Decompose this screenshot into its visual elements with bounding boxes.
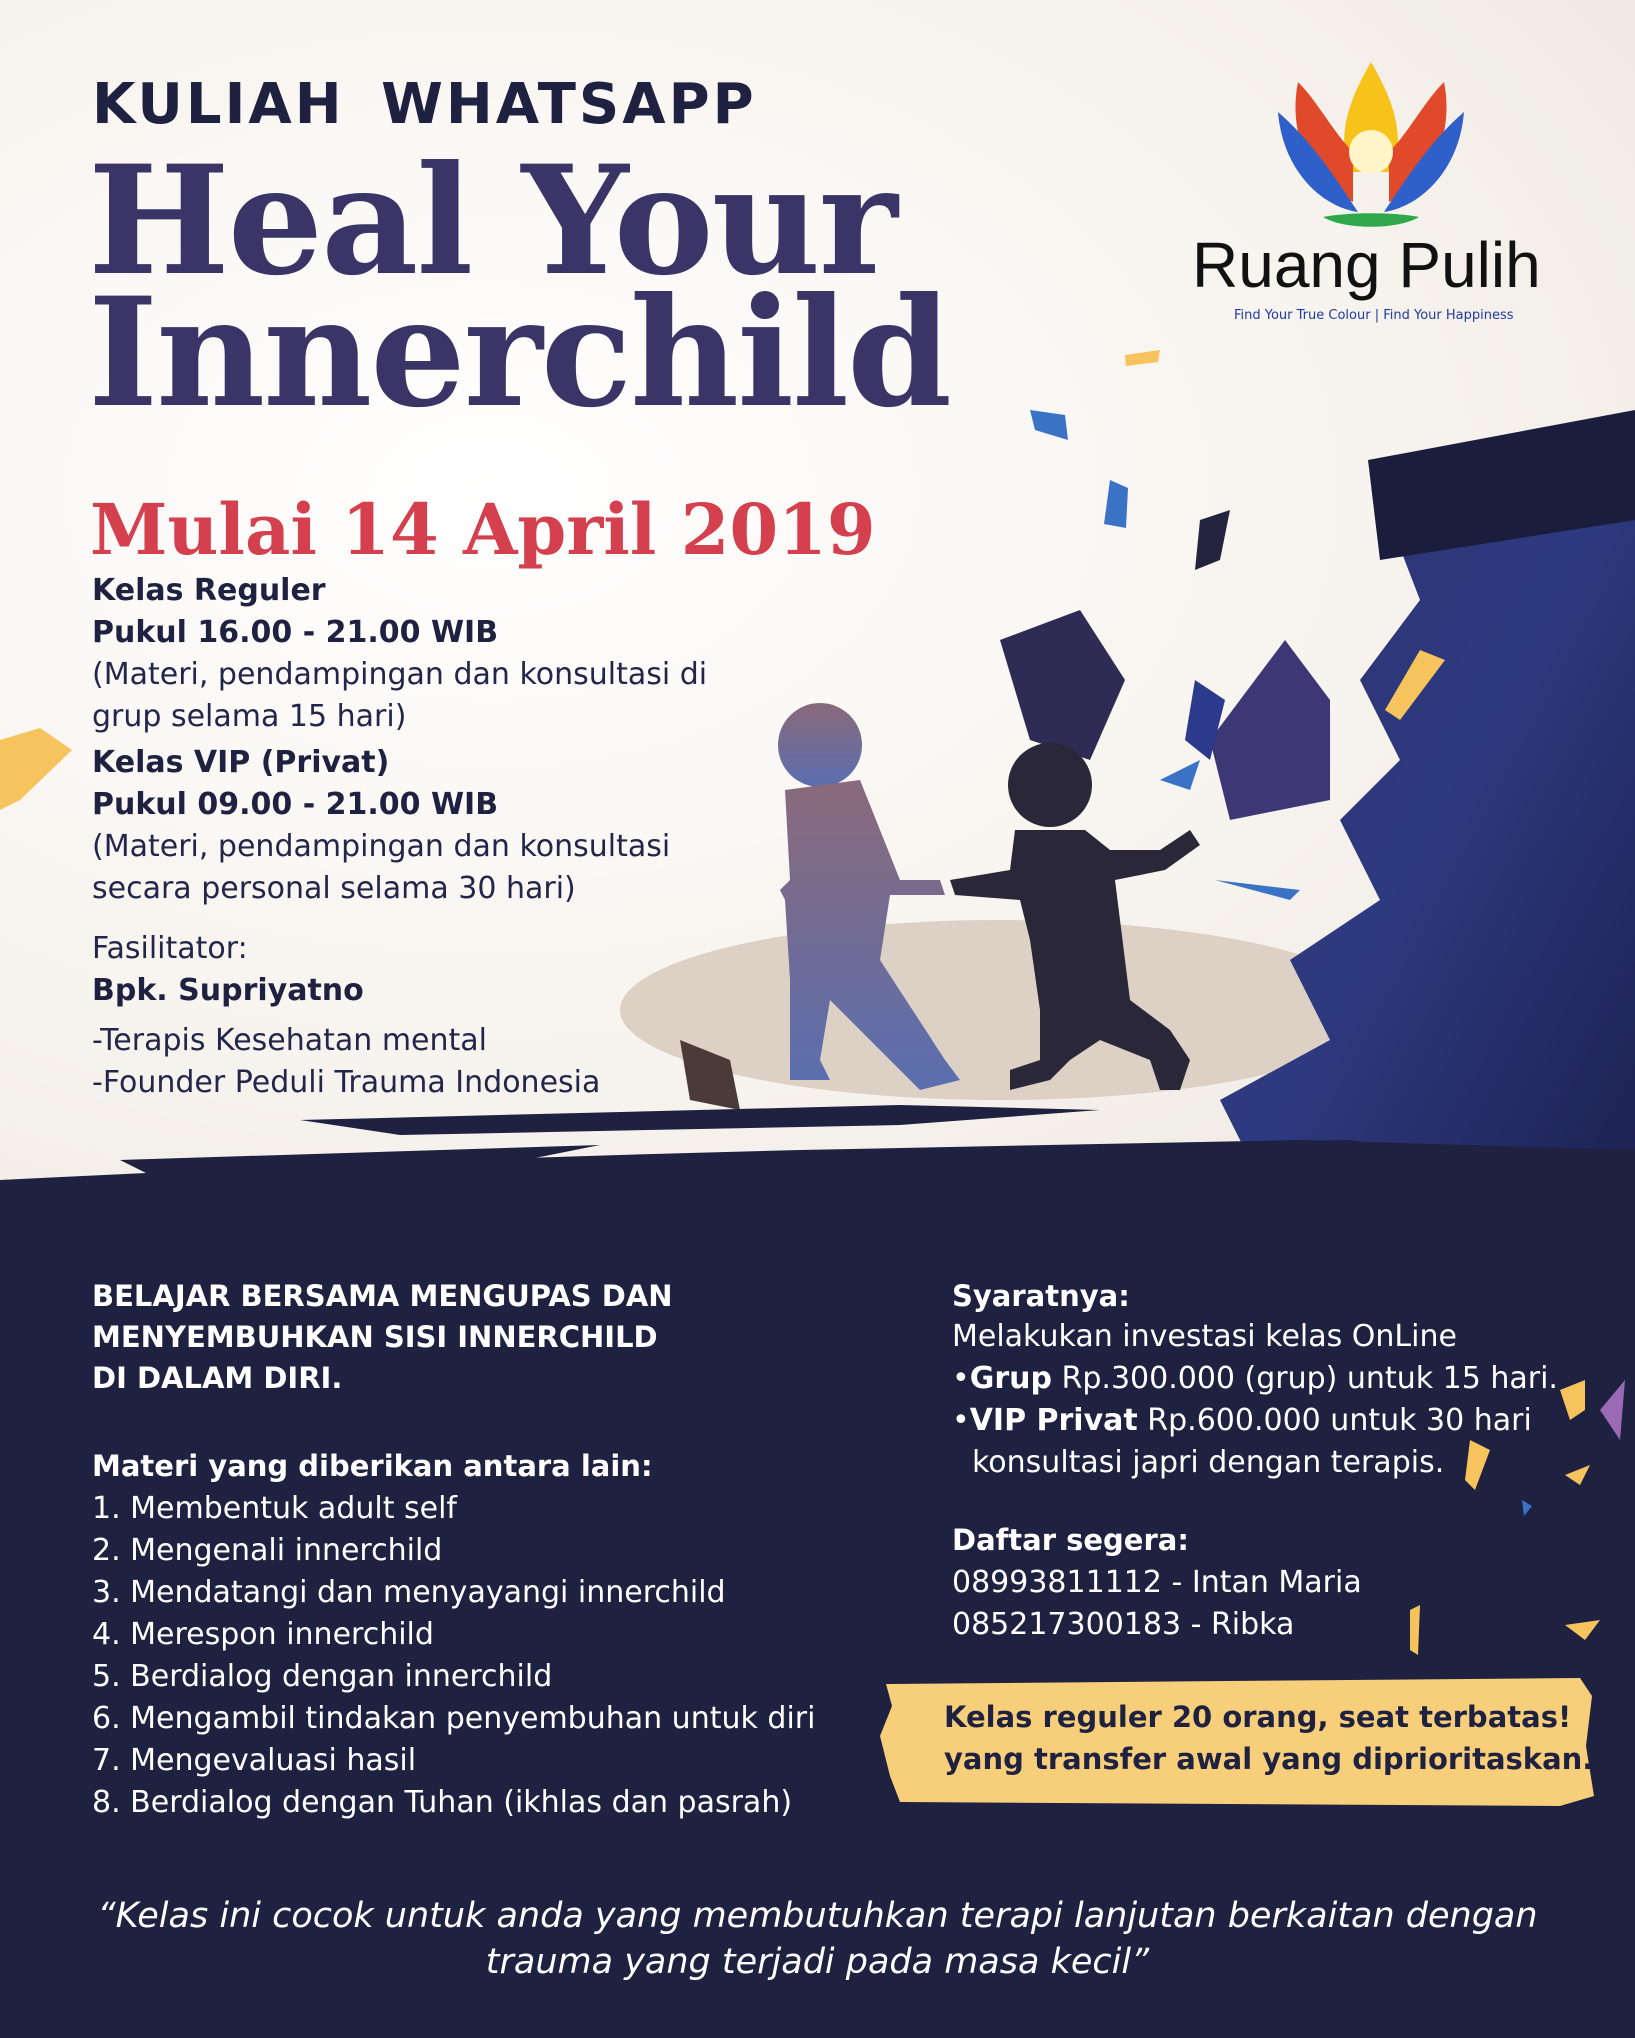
confetti-shape <box>1560 1380 1585 1420</box>
requirement-grup <box>952 1361 1558 1396</box>
confetti-shape <box>1215 880 1300 900</box>
quote-line: trauma yang terjadi pada masa kecil” <box>485 1942 1150 1982</box>
lotus-logo-icon <box>1278 62 1464 234</box>
logo-name: Ruang Pulih <box>1192 229 1541 301</box>
materials-item: 4. Merespon innerchild <box>92 1617 434 1652</box>
shard-shape <box>1000 610 1125 760</box>
register-heading: Daftar segera: <box>952 1523 1189 1557</box>
vip-text: Rp.600.000 untuk 30 hari <box>1147 1403 1532 1438</box>
confetti-shape <box>1104 480 1128 528</box>
intro-line: MENYEMBUHKAN SISI INNERCHILD <box>92 1320 658 1354</box>
confetti-shape <box>1600 1380 1625 1440</box>
event-label: KULIAH WHATSAPP <box>92 72 757 137</box>
bullet-icon: • <box>952 1403 970 1438</box>
requirements-heading: Syaratnya: <box>952 1279 1130 1313</box>
materials-item: 1. Membentuk adult self <box>92 1491 457 1526</box>
shard-shape <box>1210 640 1330 820</box>
regular-class-desc-line2: grup selama 15 hari) <box>92 699 407 734</box>
materials-item: 2. Mengenali innerchild <box>92 1533 443 1568</box>
grup-label: Grup <box>969 1361 1052 1396</box>
confetti-shape <box>1565 1465 1590 1485</box>
confetti-shape <box>1410 1605 1420 1655</box>
materials-item: 5. Berdialog dengan innerchild <box>92 1659 553 1694</box>
confetti-shape <box>1522 1500 1532 1516</box>
vip-class-label: Kelas VIP (Privat) <box>92 745 390 780</box>
facilitator-name: Bpk. Supriyatno <box>92 973 364 1008</box>
intro-line: DI DALAM DIRI. <box>92 1361 343 1395</box>
register-contact: 08993811112 - Intan Maria <box>952 1565 1362 1600</box>
start-date: Mulai 14 April 2019 <box>90 488 876 571</box>
materials-heading: Materi yang diberikan antara lain: <box>92 1449 653 1483</box>
vip-class-time: Pukul 09.00 - 21.00 WIB <box>92 787 499 822</box>
regular-class-time: Pukul 16.00 - 21.00 WIB <box>92 615 499 650</box>
brush-stroke-shape <box>300 1105 1100 1135</box>
confetti-shape <box>1160 760 1200 790</box>
facilitator-label: Fasilitator: <box>92 931 248 966</box>
intro-line: BELAJAR BERSAMA MENGUPAS DAN <box>92 1279 673 1313</box>
confetti-shape <box>0 728 72 810</box>
materials-item: 6. Mengambil tindakan penyembuhan untuk diri <box>92 1701 816 1736</box>
vip-class-desc-line2: secara personal selama 30 hari) <box>92 871 576 906</box>
regular-class-desc-line1: (Materi, pendampingan dan konsultasi di <box>92 657 708 692</box>
vip-class-desc-line1: (Materi, pendampingan dan konsultasi <box>92 829 671 864</box>
vip-label: VIP Privat <box>969 1403 1138 1438</box>
logo-tagline: Find Your True Colour | Find Your Happiness <box>1234 308 1514 323</box>
notice-line: yang transfer awal yang diprioritaskan. <box>944 1742 1594 1776</box>
ground-shape <box>620 920 1380 1100</box>
notice-line: Kelas reguler 20 orang, seat terbatas! <box>944 1700 1572 1734</box>
title-line-1: Heal Your <box>88 133 896 309</box>
grup-text: Rp.300.000 (grup) untuk 15 hari. <box>1061 1361 1558 1396</box>
materials-item: 8. Berdialog dengan Tuhan (ikhlas dan pasrah) <box>92 1785 793 1820</box>
materials-item: 7. Mengevaluasi hasil <box>92 1743 417 1778</box>
quote-line: “Kelas ini cocok untuk anda yang membutuhkan terapi lanjutan berkaitan dengan <box>97 1896 1538 1936</box>
facilitator-role: -Terapis Kesehatan mental <box>92 1023 488 1058</box>
facilitator-role: -Founder Peduli Trauma Indonesia <box>92 1065 601 1100</box>
title-line-2: Innerchild <box>88 265 950 441</box>
register-contact: 085217300183 - Ribka <box>952 1607 1295 1642</box>
requirement-vip <box>952 1403 1532 1438</box>
bullet-icon: • <box>952 1361 970 1396</box>
confetti-shape <box>1465 1440 1490 1490</box>
requirements-line: Melakukan investasi kelas OnLine <box>952 1319 1457 1354</box>
materials-item: 3. Mendatangi dan menyayangi innerchild <box>92 1575 726 1610</box>
regular-class-label: Kelas Reguler <box>92 573 326 608</box>
confetti-shape <box>1565 1620 1600 1640</box>
shard-shape <box>1195 510 1230 570</box>
confetti-shape <box>1030 410 1068 440</box>
confetti-shape <box>1125 350 1160 366</box>
requirement-vip-line2: konsultasi japri dengan terapis. <box>972 1445 1445 1480</box>
